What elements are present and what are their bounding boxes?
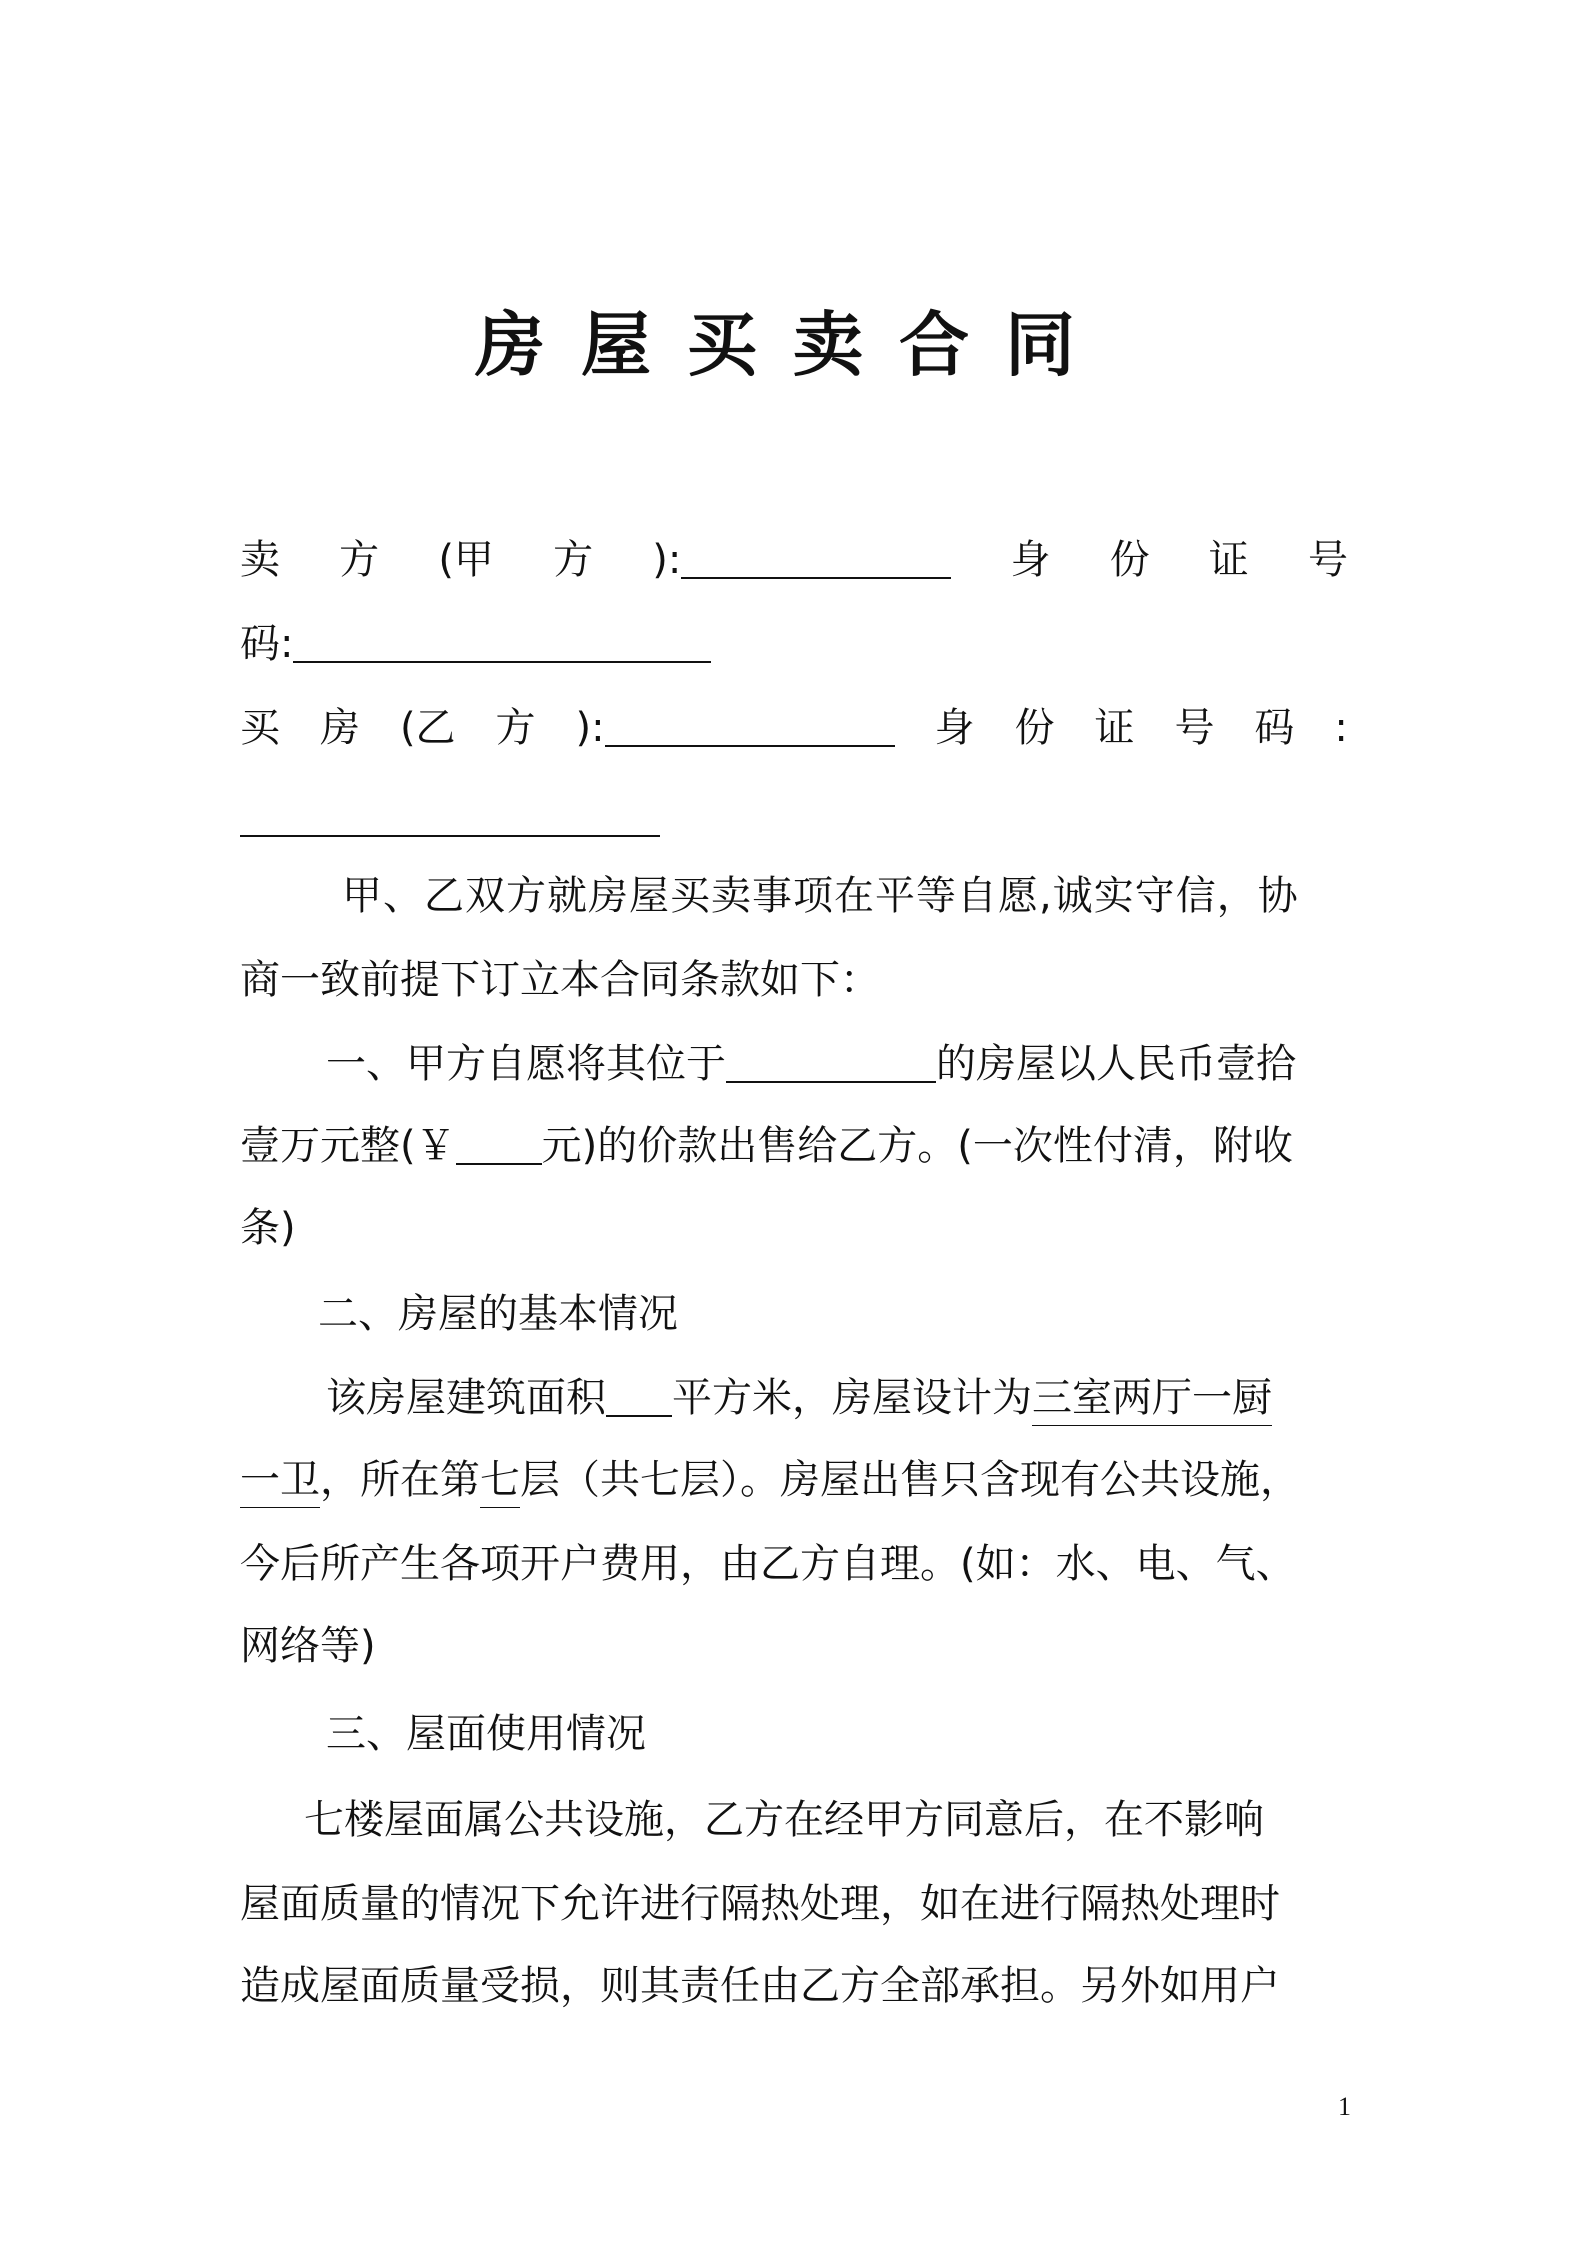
buyer-word: (乙: [399, 705, 456, 751]
clause1-text: 壹万元整(￥: [240, 1123, 456, 1169]
clause1-line-2: [240, 1118, 1348, 1174]
buyer-name-blank[interactable]: [605, 701, 895, 747]
clause3-line-2: 屋面质量的情况下允许进行隔热处理，如在进行隔热处理时: [240, 1881, 1280, 1927]
intro-line-2: 商一致前提下订立本合同条款如下：: [240, 957, 880, 1003]
intro-line-1: 甲、乙双方就房屋买卖事项在平等自愿,诚实守信，协: [342, 873, 1299, 919]
seller-name-field: ):: [652, 532, 951, 588]
seller-word: 身: [1010, 537, 1051, 583]
document-title: 房屋买卖合同: [475, 304, 1111, 386]
seller-word: 方: [553, 537, 594, 583]
clause2-line-4: 网络等): [240, 1623, 376, 1669]
clause1-text: 的房屋以人民币壹拾: [936, 1041, 1296, 1087]
buyer-name-field: ):: [575, 700, 894, 756]
seller-word: 份: [1109, 537, 1150, 583]
clause3-heading: 三、屋面使用情况: [326, 1711, 646, 1757]
clause2-line-1: [240, 1370, 1348, 1426]
buyer-word: 份: [1014, 705, 1055, 751]
seller-word: 证: [1208, 537, 1249, 583]
clause1-line-3: 条): [240, 1205, 296, 1251]
seller-id-blank[interactable]: [293, 617, 711, 663]
buyer-word: 身: [934, 705, 975, 751]
buyer-word: 号: [1174, 705, 1215, 751]
layout-value: 三室两厅一厨: [1032, 1375, 1272, 1426]
buyer-line: [240, 700, 1348, 756]
clause3-line-3: 造成屋面质量受损，则其责任由乙方全部承担。另外如用户: [240, 1963, 1280, 2009]
seller-word: 卖: [240, 537, 280, 583]
seller-word: (甲: [438, 537, 494, 583]
seller-line: [240, 532, 1348, 588]
seller-word: 号: [1307, 537, 1348, 583]
clause2-text: 层（共七层）。房屋出售只含现有公共设施，: [520, 1457, 1300, 1503]
clause2-text: 平方米，房屋设计为: [672, 1375, 1032, 1421]
buyer-word: 房: [319, 705, 360, 751]
clause2-line-3: 今后所产生各项开户费用，由乙方自理。(如：水、电、气、: [240, 1541, 1296, 1587]
layout-value: 一卫: [240, 1457, 320, 1508]
buyer-word: 买: [240, 705, 280, 751]
clause2-heading: 二、房屋的基本情况: [318, 1291, 678, 1337]
seller-id-label: 码:: [240, 621, 294, 667]
seller-word: 方: [339, 537, 380, 583]
page-number: 1: [1338, 2092, 1351, 2121]
clause1-text: 一、甲方自愿将其位于: [326, 1041, 726, 1087]
buyer-word: 证: [1094, 705, 1135, 751]
clause1-line-1: [240, 1036, 1348, 1092]
buyer-id-line: [240, 790, 1348, 846]
floor-value: 七: [480, 1457, 520, 1508]
seller-id-line: [240, 616, 1348, 672]
price-amount-blank[interactable]: [456, 1119, 542, 1165]
buyer-word: 码: [1254, 705, 1295, 751]
seller-name-blank[interactable]: [681, 533, 951, 579]
floor-area-blank[interactable]: [606, 1371, 672, 1417]
clause1-text: 元)的价款出售给乙方。(一次性付清，附收: [541, 1123, 1293, 1169]
clause2-text: 该房屋建筑面积: [326, 1375, 606, 1421]
clause3-line-1: 七楼屋面属公共设施，乙方在经甲方同意后，在不影响: [304, 1797, 1264, 1843]
clause2-line-2: [240, 1452, 1348, 1508]
buyer-word: :: [1334, 705, 1348, 751]
buyer-id-blank[interactable]: [240, 791, 660, 837]
clause2-text: ，所在第: [320, 1457, 480, 1503]
property-location-blank[interactable]: [726, 1037, 936, 1083]
buyer-word: 方: [495, 705, 536, 751]
